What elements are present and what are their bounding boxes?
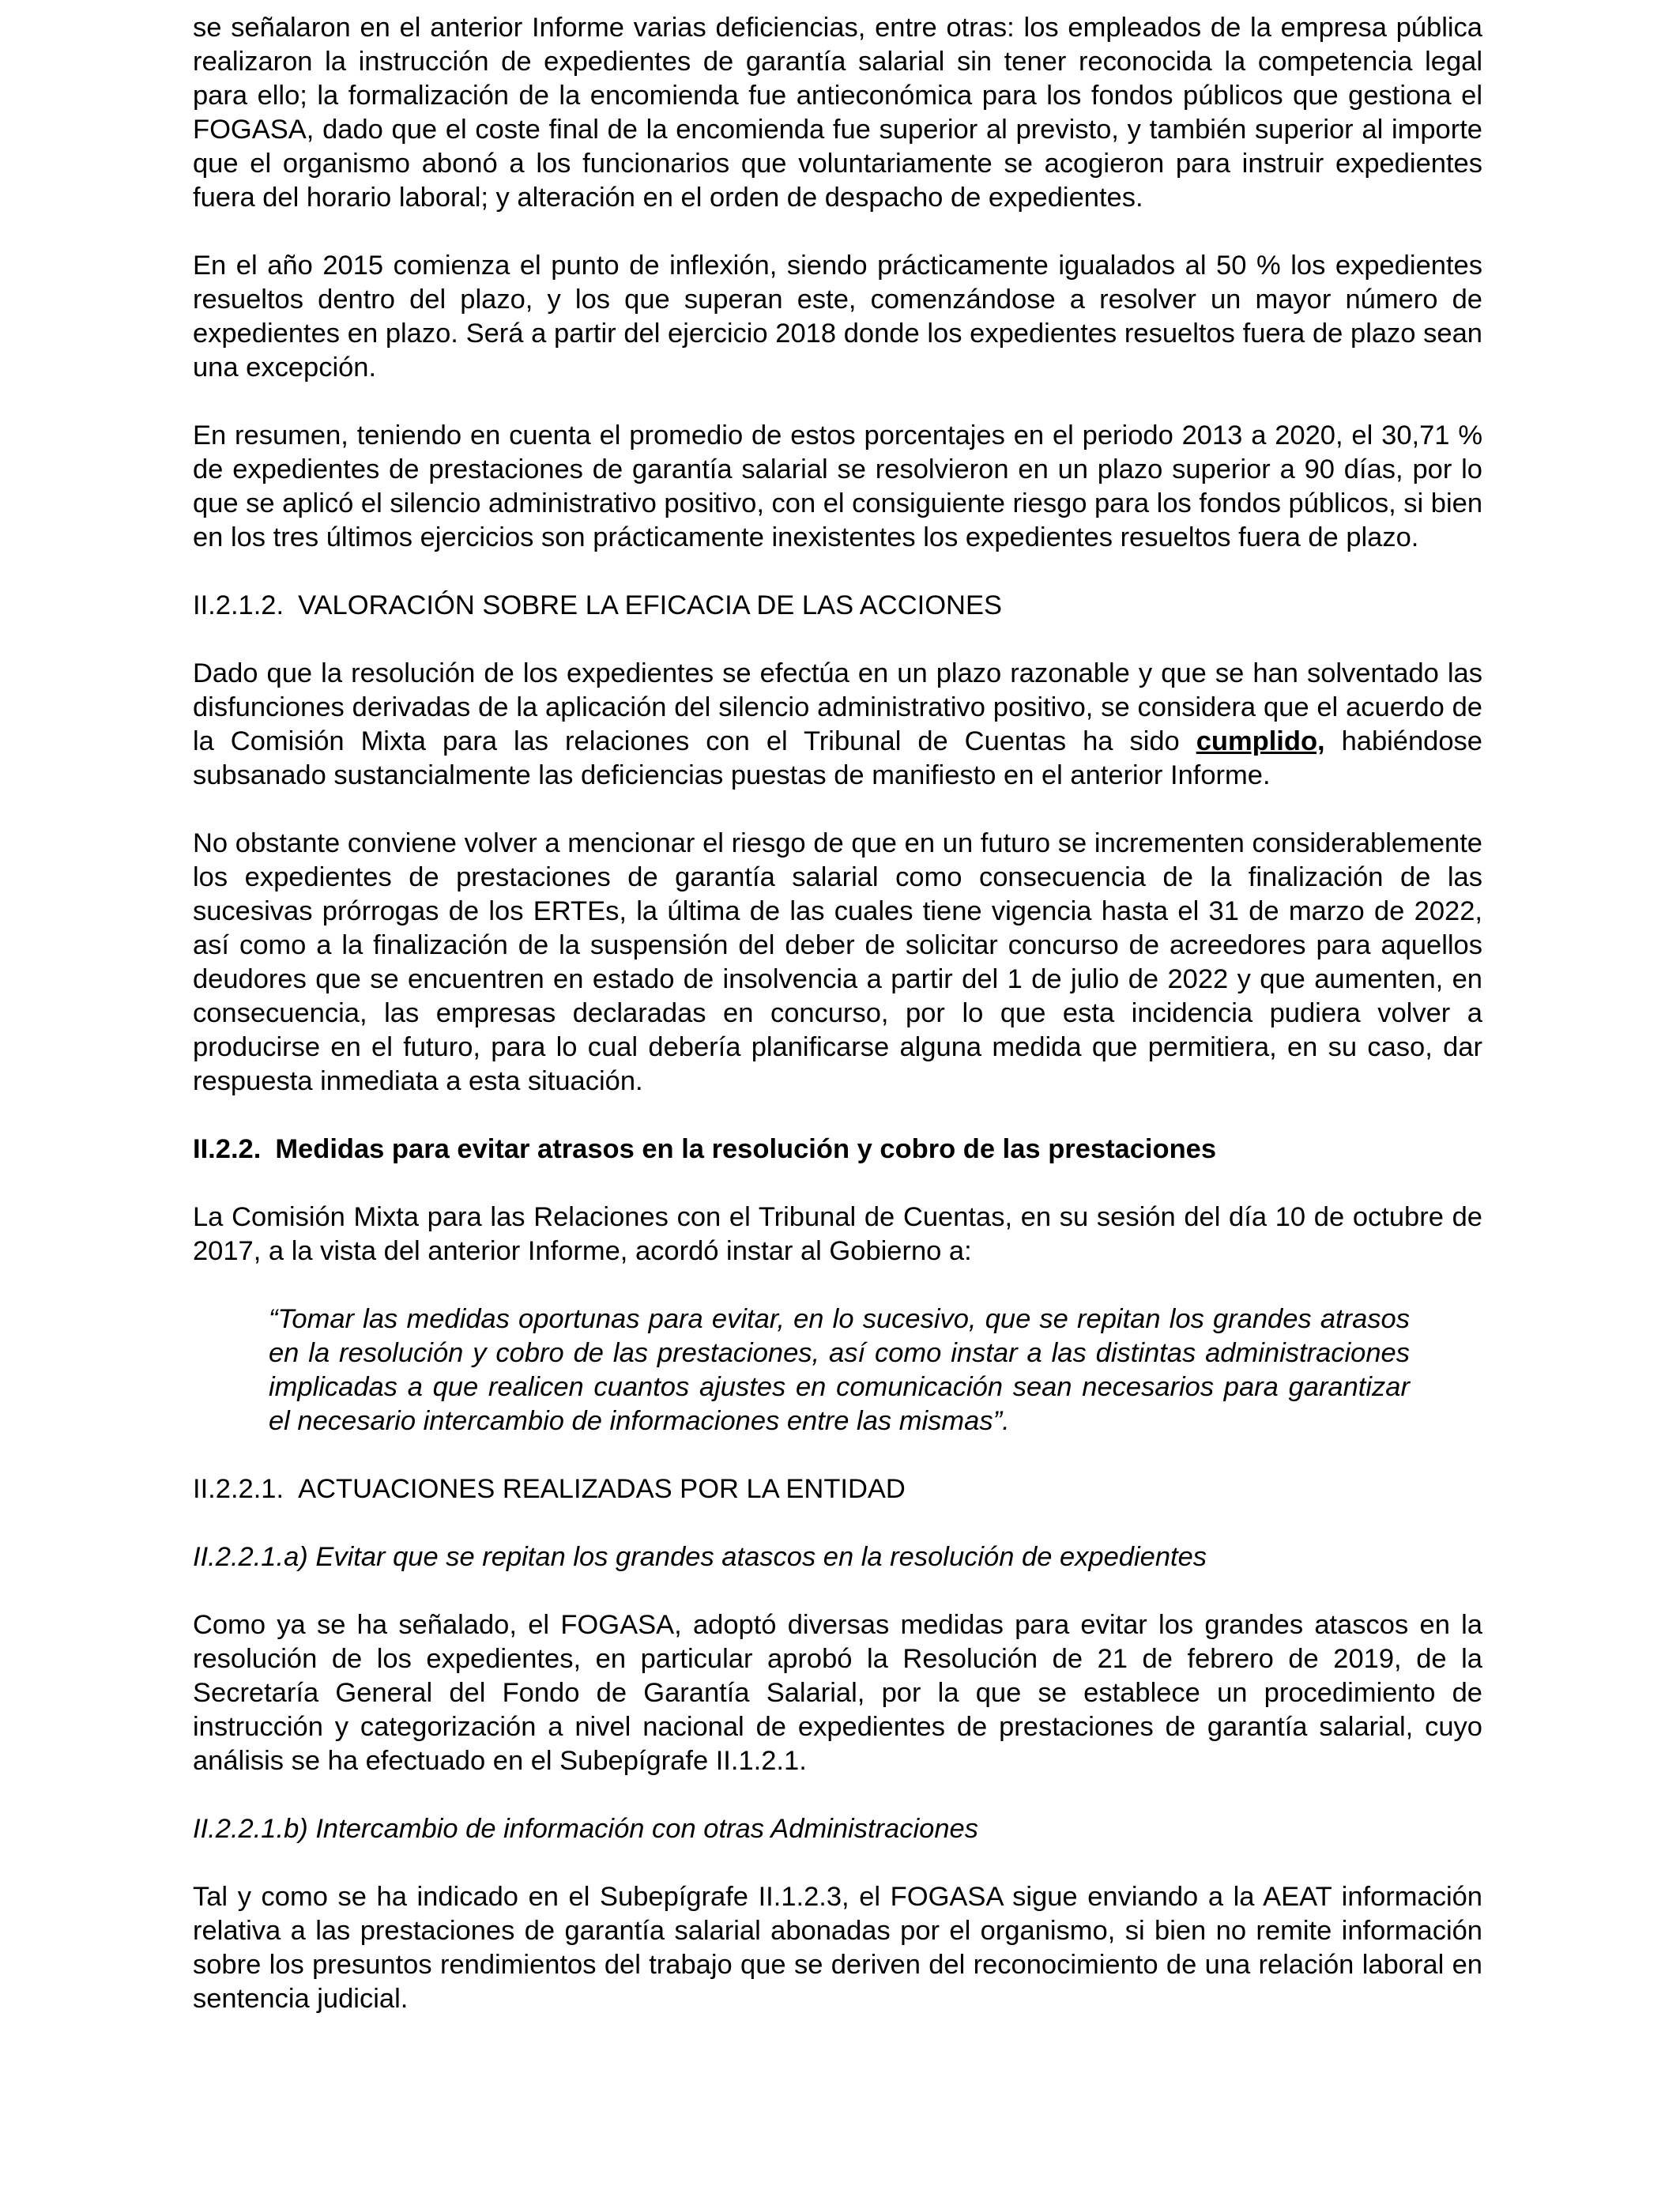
section-number: II.2.2.: [193, 1134, 262, 1164]
paragraph-punto-inflexion: En el año 2015 comienza el punto de inflexión, siendo prácticamente igualados al 50 % los expedientes resueltos dentro del plazo, y los que superan este, comenzándose a resolver un mayor número de expedientes en plazo. Será a partir del ejercicio 2018 donde los expedientes resueltos fuera de plazo sean una excepción.: [193, 251, 1482, 383]
paragraph-text: habiéndose subsanado sustancialmente las deficiencias puestas de manifiesto en el anterior Informe.: [193, 726, 1482, 790]
emphasis-cumplido: cumplido,: [1196, 726, 1325, 756]
section-number: II.2.2.1.: [193, 1474, 284, 1504]
section-title: ACTUACIONES REALIZADAS POR LA ENTIDAD: [298, 1474, 906, 1504]
paragraph-valoracion: [193, 657, 1482, 793]
subsection-heading-atascos: II.2.2.1.a) Evitar que se repitan los grandes atascos en la resolución de expedientes: [193, 1542, 1207, 1572]
paragraph-comision-mixta: La Comisión Mixta para las Relaciones con el Tribunal de Cuentas, en su sesión del día 10 de octubre de 2017, a la vista del anterior Informe, acordó instar al Gobierno a:: [193, 1202, 1482, 1266]
paragraph-deficiencias: se señalaron en el anterior Informe varias deficiencias, entre otras: los empleados de la empresa pública realizaron la instrucción de expedientes de garantía salarial sin tener reconocida la competencia legal para ello; la formalización de la encomienda fue antieconómica para los fondos públicos que gestiona el FOGASA, dado que el coste final de la encomienda fue superior al previsto, y también superior al importe que el organismo abonó a los funcionarios que voluntariamente se acogieron para instruir expedientes fuera del horario laboral; y alteración en el orden de despacho de expedientes.: [193, 13, 1482, 213]
section-title: Medidas para evitar atrasos en la resolución y cobro de las prestaciones: [275, 1134, 1217, 1164]
paragraph-resumen: En resumen, teniendo en cuenta el promedio de estos porcentajes en el periodo 2013 a 2020, el 30,71 % de expedientes de prestaciones de garantía salarial se resolvieron en un plazo superior a 90 días, por lo que se aplicó el silencio administrativo positivo, con el consiguiente riesgo para los fondos públicos, si bien en los tres últimos ejercicios son prácticamente inexistentes los expedientes resueltos fuera de plazo.: [193, 420, 1483, 552]
document-page: [193, 11, 1482, 2050]
paragraph-intercambio: Tal y como se ha indicado en el Subepígrafe II.1.2.3, el FOGASA sigue enviando a la AEAT información relativa a las prestaciones de garantía salarial abonadas por el organismo, si bien no remite información sobre los presuntos rendimientos del trabajo que se deriven del reconocimiento de una relación laboral en sentencia judicial.: [193, 1882, 1482, 2014]
paragraph-riesgo: No obstante conviene volver a mencionar el riesgo de que en un futuro se incrementen considerablemente los expedientes de prestaciones de garantía salarial como consecuencia de la finalización de las sucesivas prórrogas de los ERTEs, la última de las cuales tiene vigencia hasta el 31 de marzo de 2022, así como a la finalización de la suspensión del deber de solicitar concurso de acreedores para aquellos deudores que se encuentren en estado de insolvencia a partir del 1 de julio de 2022 y que aumenten, en consecuencia, las empresas declaradas en concurso, por lo que esta incidencia pudiera volver a producirse en el futuro, para lo cual debería planificarse alguna medida que permitiera, en su caso, dar respuesta inmediata a esta situación.: [193, 828, 1482, 1096]
section-title: VALORACIÓN SOBRE LA EFICACIA DE LAS ACCIONES: [298, 590, 1002, 620]
block-quote: “Tomar las medidas oportunas para evitar, en lo sucesivo, que se repitan los grandes atrasos en la resolución y cobro de las prestaciones, así como instar a las distintas administraciones implicadas a que realicen cuantos ajustes en comunicación sean necesarios para garantizar el necesario intercambio de informaciones entre las mismas”.: [269, 1304, 1410, 1436]
section-number: II.2.1.2.: [193, 590, 284, 620]
paragraph-text: Dado que la resolución de los expedientes se efectúa en un plazo razonable y que se han solventado las disfunciones derivadas de la aplicación del silencio administrativo positivo, se considera que el acuerdo de la Comisión Mixta para las relaciones con el Tribunal de Cuentas ha sido: [193, 658, 1482, 756]
section-heading-medidas: [193, 1133, 1482, 1167]
section-heading-valoracion: [193, 589, 1482, 623]
section-heading-actuaciones: [193, 1472, 1482, 1506]
paragraph-medidas-fogasa: Como ya se ha señalado, el FOGASA, adoptó diversas medidas para evitar los grandes atascos en la resolución de los expedientes, en particular aprobó la Resolución de 21 de febrero de 2019, de la Secretaría General del Fondo de Garantía Salarial, por la que se establece un procedimiento de instrucción y categorización a nivel nacional de expedientes de prestaciones de garantía salarial, cuyo análisis se ha efectuado en el Subepígrafe II.1.2.1.: [193, 1610, 1482, 1776]
subsection-heading-intercambio: II.2.2.1.b) Intercambio de información con otras Administraciones: [193, 1814, 978, 1844]
